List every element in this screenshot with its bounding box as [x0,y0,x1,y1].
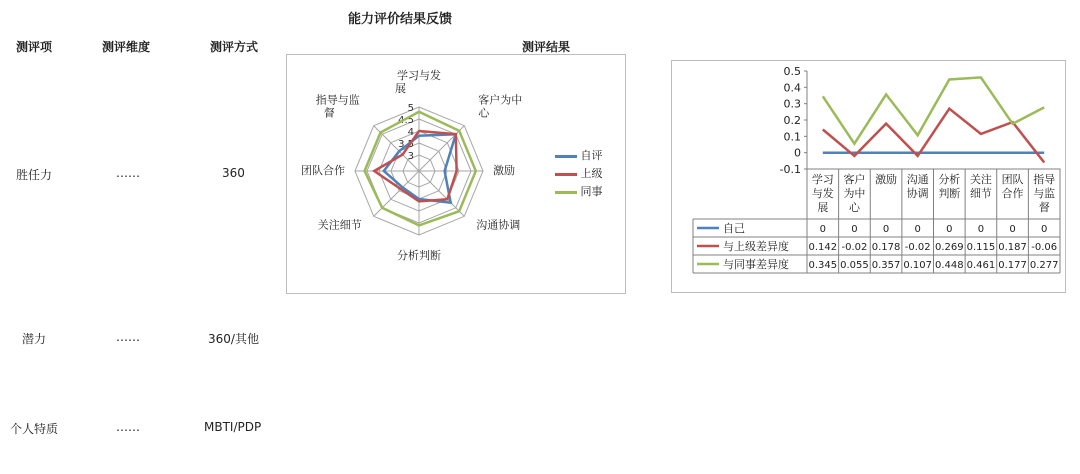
row-dimension: …… [116,420,140,434]
table-cell-value: 0 [946,224,953,235]
table-cell-value: 0.269 [934,242,964,253]
radar-chart-panel [286,54,626,294]
table-cell-value: 0 [851,224,858,235]
table-cell-value: -0.02 [841,242,868,253]
category-label: 关注细节 [969,173,992,200]
header-result: 测评结果 [522,40,571,54]
header-dimension: 测评维度 [102,40,151,54]
radar-series-line [365,112,476,226]
legend-swatch [555,155,577,158]
category-label: 学习与发展 [811,173,834,214]
row-method: 360 [222,166,245,180]
line-chart-panel [671,60,1066,293]
category-label: 团队合作 [1001,173,1024,200]
table-cell-value: 0 [1041,224,1048,235]
category-label: 分析判断 [938,173,961,200]
table-series-name: 与同事差异度 [723,258,789,271]
y-tick-label: 0.4 [783,81,801,95]
radar-tick-label: 3.5 [398,139,414,150]
legend-swatch [555,173,577,176]
radar-category-label: 学习与发展 [395,69,441,95]
y-tick-label: 0.5 [783,65,801,78]
y-tick-label: 0 [794,146,801,160]
legend-label: 上级 [580,167,603,180]
radar-category-label: 指导与监督 [315,93,360,120]
legend-swatch [555,191,577,194]
page-title: 能力评价结果反馈 [347,12,452,27]
line-chart [672,61,1065,292]
table-cell-value: 0 [914,224,921,235]
legend-item-self [555,147,603,163]
legend-item-superior [555,165,603,181]
radar-category-label: 关注细节 [317,218,362,232]
category-label: 沟通协调 [906,173,929,200]
radar-tick-label: 4 [407,127,414,138]
row-dimension: …… [116,166,140,180]
table-cell-value: 0.461 [966,260,996,271]
category-label: 客户为中心 [843,173,866,214]
radar-category-label: 分析判断 [397,249,441,262]
legend-label: 同事 [580,185,603,198]
table-series-name: 自己 [723,222,745,235]
table-cell-value: 0.055 [840,260,869,271]
radar-category-label: 激励 [493,164,515,177]
legend-item-peer [555,183,603,199]
row-item: 胜任力 [16,168,53,182]
table-cell-value: 0.277 [1029,260,1059,271]
table-cell-value: 0.142 [808,242,838,253]
y-tick-label: 0.3 [783,97,801,111]
table-cell-value: 0.115 [966,242,996,253]
table-cell-value: 0.345 [808,260,838,271]
table-cell-value: 0.357 [871,260,901,271]
legend-label: 自评 [580,149,603,162]
table-cell-value: 0.178 [871,242,901,253]
row-method: MBTI/PDP [204,420,262,434]
radar-spoke [419,171,464,216]
radar-category-label: 客户为中心 [478,93,523,120]
table-cell-value: 0 [1009,224,1016,235]
header-method: 测评方式 [210,40,259,54]
category-label: 激励 [875,173,898,186]
table-cell-value: -0.06 [1031,242,1058,253]
table-cell-value: 0.107 [903,260,933,271]
table-cell-value: 0 [819,224,826,235]
radar-tick-label: 5 [407,103,414,114]
table-cell-value: 0.187 [998,242,1027,253]
table-cell-value: 0 [882,224,890,235]
table-cell-value: -0.02 [904,242,931,253]
line-series [823,109,1044,163]
category-label: 指导与监督 [1033,173,1056,214]
table-cell-value: 0.177 [998,260,1027,271]
header-item: 测评项 [16,40,53,54]
radar-category-label: 团队合作 [301,164,345,177]
radar-tick-label: 4.5 [398,115,414,126]
row-method: 360/其他 [208,332,259,346]
y-tick-label: -0.1 [779,163,801,176]
radar-category-label: 沟通协调 [476,218,521,232]
row-item: 潜力 [22,332,47,346]
radar-tick-label: 3 [407,151,414,162]
row-item: 个人特质 [10,422,59,436]
y-tick-label: 0.2 [783,114,801,127]
table-series-name: 与上级差异度 [723,240,789,253]
row-dimension: …… [116,330,140,344]
table-cell-value: 0.448 [934,260,964,271]
y-tick-label: 0.1 [783,130,801,144]
table-cell-value: 0 [977,224,985,235]
